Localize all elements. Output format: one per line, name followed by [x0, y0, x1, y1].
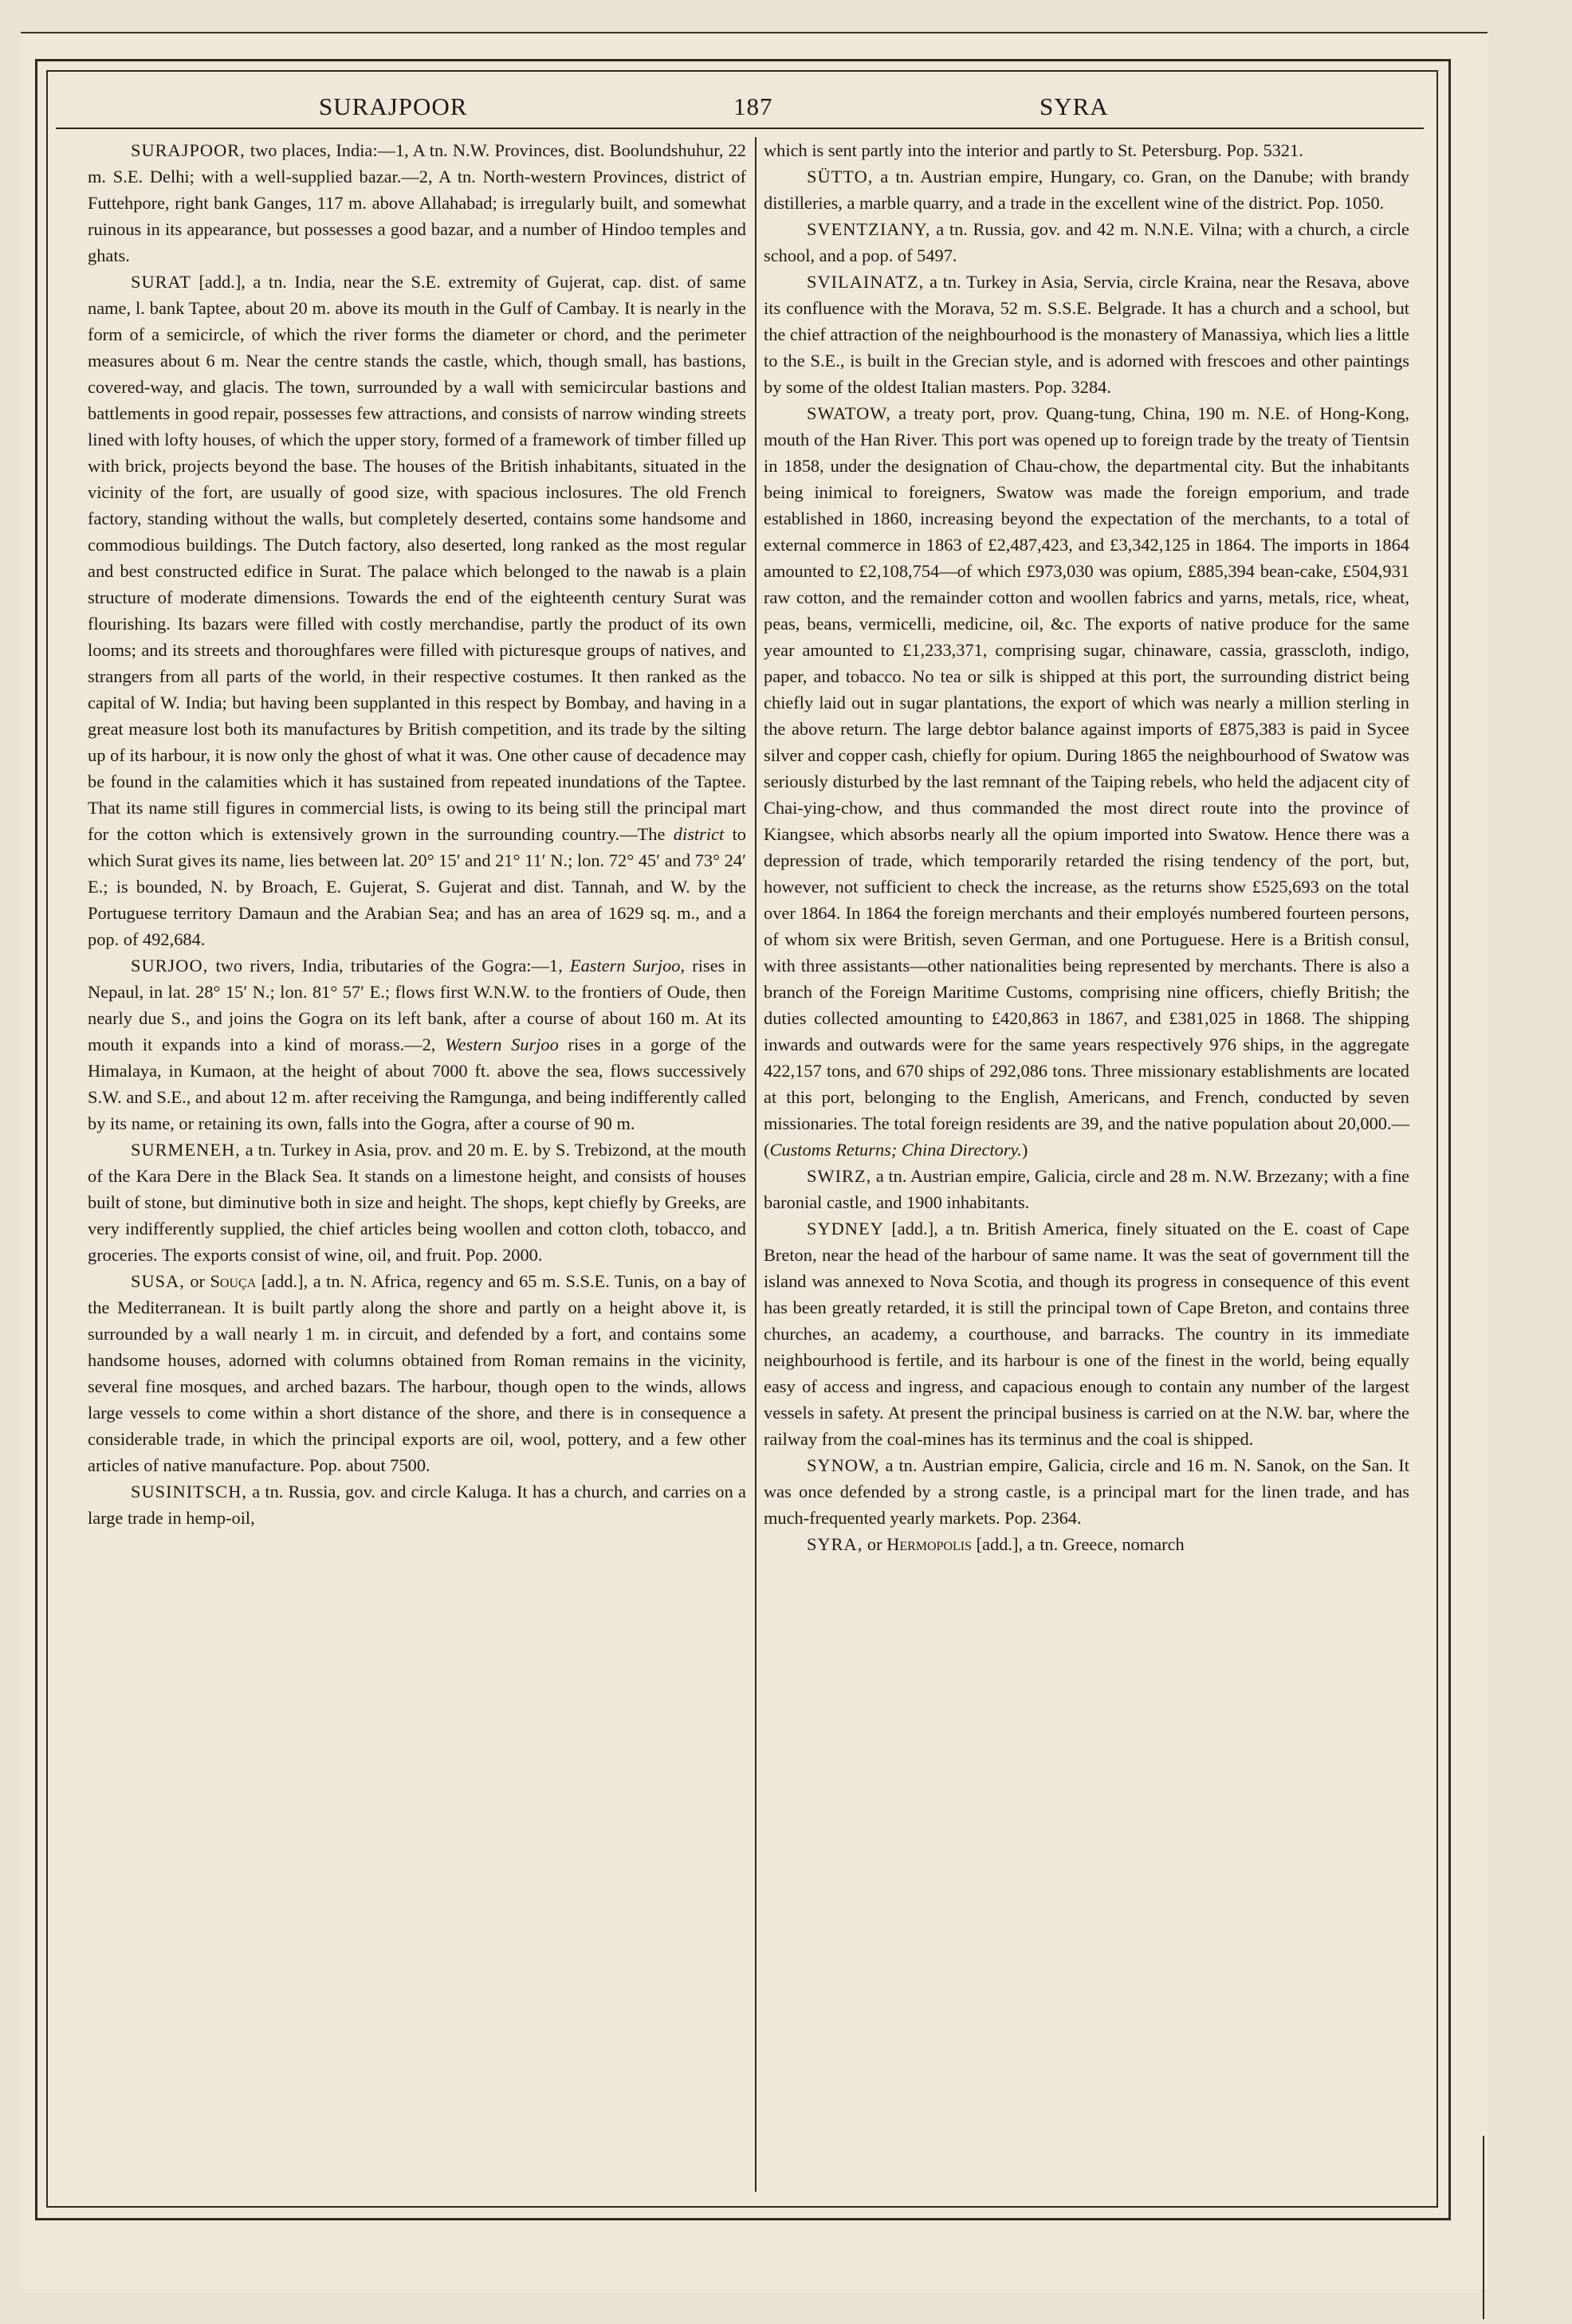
entry-text: a tn. Austrian empire, Hungary, co. Gran, on the Danube; with brandy distilleries, a marble quarry, and a trade in the excellent wine of the district. Pop. 1050.: [764, 167, 1409, 213]
headword: SURJOO,: [131, 956, 209, 976]
entry-surat: [88, 269, 746, 952]
italic-text: district: [673, 824, 725, 844]
headword: SVILAINATZ,: [807, 272, 925, 292]
header-right-word: SYRA: [1039, 92, 1109, 120]
entry-text: a tn. Austrian empire, Galicia, circle and 28 m. N.W. Brzezany; with a fine baronial castle, and 1900 inhabitants.: [764, 1166, 1409, 1212]
headword: SURAT: [131, 272, 191, 292]
small-caps-text: Souça: [210, 1271, 257, 1291]
headword: SUSA,: [131, 1271, 185, 1291]
entry-swatow: [764, 400, 1409, 1163]
entry-text: a tn. Russia, gov. and circle Kaluga. It has a church, and carries on a large trade in hemp-oil,: [88, 1482, 746, 1528]
entry-sydney: [764, 1215, 1409, 1452]
header-left-word: SURAJPOOR: [319, 92, 468, 120]
entry-surmeneh: [88, 1136, 746, 1268]
italic-text: Western Surjoo: [445, 1034, 559, 1054]
entry-text: or: [184, 1271, 210, 1291]
entry-text: two places, India:—1, A tn. N.W. Provinces, dist. Boolundshuhur, 22 m. S.E. Delhi; with a well-supplied bazar.—2, A tn. North-western Provinces, district of Futtehpore, right bank Ganges, 117 m. above Allahabad; is irregularly built, and somewhat ruinous in its appearance, but possesses a good bazar, and a number of Hindoo temples and ghats.: [88, 140, 746, 265]
entry-synow: [764, 1452, 1409, 1531]
entry-surjoo: [88, 952, 746, 1136]
entry-susinitsch: [88, 1478, 746, 1531]
entry-sutto: [764, 163, 1409, 216]
entry-text: which is sent partly into the interior and partly to St. Petersburg. Pop. 5321.: [764, 140, 1303, 160]
entry-svilainatz: [764, 269, 1409, 400]
headword: SURMENEH,: [131, 1140, 241, 1160]
column-divider: [755, 137, 757, 2192]
entry-text: or: [863, 1534, 887, 1554]
entry-text: [add.], a tn. India, near the S.E. extremity of Gujerat, cap. dist. of same name, l. bank Taptee, about 20 m. above its mouth in the Gulf of Cambay. It is nearly in the form of a semicircle, of which the river forms the diameter or chord, and the perimeter measures about 6 m. Near the centre stands the castle, which, though small, has bastions, covered-way, and glacis. The town, surrounded by a wall with semicircular bastions and battlements in good repair, possesses few attractions, and consists of narrow winding streets lined with lofty houses, of which the upper story, formed of a framework of timber filled up with brick, projects beyond the base. The houses of the British inhabitants, situated in the vicinity of the fort, are usually of good size, with spacious inclosures. The old French factory, standing without the walls, but completely deserted, contains some handsome and commodious buildings. The Dutch factory, also deserted, long ranked as the most regular and best constructed edifice in Surat. The palace which belonged to the nawab is a plain structure of moderate dimensions. Towards the end of the eighteenth century Surat was flourishing. Its bazars were filled with costly merchandise, partly the product of its own looms; and its streets and thoroughfares were filled with picturesque groups of natives, and strangers from all parts of the world, in their respective costumes. It then ranked as the capital of W. India; but having been supplanted in this respect by Bombay, and having in a great measure lost both its manufactures by British competition, and its trade by the silting up of its harbour, it is now only the ghost of what it was. One other cause of decadence may be found in the calamities which it has sustained from repeated inundations of the Taptee. That its name still figures in commercial lists, is owing to its being still the principal mart for the cotton which is extensively grown in the surrounding country.—The: [88, 272, 746, 844]
header-rule: [56, 128, 1424, 129]
entry-text: [add.], a tn. British America, finely situated on the E. coast of Cape Breton, near the head of the harbour of same name. It was the seat of government till the island was annexed to Nova Scotia, and though its progress in consequence of this event has been greatly retarded, it is still the principal town of Cape Breton, and contains three churches, an academy, a courthouse, and barracks. The country in its immediate neighbourhood is fertile, and its harbour is one of the finest in the world, being equally easy of access and ingress, and capacious enough to contain any number of the largest vessels in safety. At present the principal business is carried on at the N.W. bar, where the railway from the coal-mines has its terminus and the coal is shipped.: [764, 1219, 1409, 1449]
entry-text: rises in a gorge of the Himalaya, in Kumaon, at the height of about 7000 ft. above the sea, flows successively S.W. and S.E., and about 12 m. after receiving the Ramgunga, and being indifferently called by its name, or retaining its own, falls into the Gogra, after a course of 90 m.: [88, 1034, 746, 1133]
entry-continuation: [764, 137, 1409, 163]
headword: SYNOW,: [807, 1455, 880, 1475]
entry-swirz: [764, 1163, 1409, 1215]
entry-text: a tn. Austrian empire, Galicia, circle and 16 m. N. Sanok, on the San. It was once defended by a strong castle, is a principal mart for the linen trade, and has much-frequented yearly markets. Pop. 2364.: [764, 1455, 1409, 1528]
entry-text: rises in Nepaul, in lat. 28° 15′ N.; lon. 81° 57′ E.; flows first W.N.W. to the frontiers of Oude, then nearly due S., and joins the Gogra on its left bank, after a course of about 160 m. At its mouth it expands into a kind of morass.—2,: [88, 956, 746, 1054]
entry-text: [add.], a tn. Greece, nomarch: [972, 1534, 1185, 1554]
italic-text: Customs Returns; China Directory.: [769, 1140, 1022, 1160]
headword: SWIRZ,: [807, 1166, 872, 1186]
entry-text: a tn. Turkey in Asia, prov. and 20 m. E. by S. Trebizond, at the mouth of the Kara Dere in the Black Sea. It stands on a limestone height, and consists of houses built of stone, but diminutive both in size and height. The shops, kept chiefly by Greeks, are very indifferently supplied, the chief articles being woollen and cotton cloth, tobacco, and groceries. The exports consist of wine, oil, and fruit. Pop. 2000.: [88, 1140, 746, 1265]
entry-sventziany: [764, 216, 1409, 269]
headword: SVENTZIANY,: [807, 219, 931, 239]
headword: SYDNEY: [807, 1219, 884, 1239]
small-caps-text: Hermopolis: [886, 1534, 973, 1554]
entry-surajpoor: [88, 137, 746, 269]
entry-text: two rivers, India, tributaries of the Gogra:—1,: [208, 956, 570, 976]
running-header: [80, 89, 1419, 126]
entry-text: to which Surat gives its name, lies between lat. 20° 15′ and 21° 11′ N.; lon. 72° 45′ and 73° 24′ E.; is bounded, N. by Broach, E. Gujerat, S. Gujerat and dist. Tannah, and W. by the Portuguese territory Damaun and the Arabian Sea; and has an area of 1629 sq. m., and a pop. of 492,684.: [88, 824, 746, 949]
italic-text: Eastern Surjoo,: [569, 956, 686, 976]
headword: SÜTTO,: [807, 167, 874, 186]
entry-text: a tn. Turkey in Asia, Servia, circle Kraina, near the Resava, above its confluence with the Morava, 52 m. S.S.E. Belgrade. It has a church and a school, but the chief attraction of the neighbourhood is the monastery of Manassiya, which lies a little to the S.E., is built in the Grecian style, and is adorned with frescoes and other paintings by some of the oldest Italian masters. Pop. 3284.: [764, 272, 1409, 397]
entry-syra: [764, 1531, 1409, 1557]
headword: SYRA,: [807, 1534, 863, 1554]
headword: SUSINITSCH,: [131, 1482, 247, 1502]
entry-text: [add.], a tn. N. Africa, regency and 65 m. S.S.E. Tunis, on a bay of the Mediterranean. It is built partly along the shore and partly on a height above it, is surrounded by a wall nearly 1 m. in circuit, and defended by a fort, and contains some handsome houses, adorned with columns obtained from Roman remains in the vicinity, several fine mosques, and arched bazars. The harbour, though open to the winds, allows large vessels to come within a short distance of the shore, and there is in consequence a considerable trade, in which the principal exports are oil, wool, pottery, and a few other articles of native manufacture. Pop. about 7500.: [88, 1271, 746, 1475]
right-column: [764, 137, 1409, 1557]
entry-text: ): [1021, 1140, 1028, 1160]
page-number: 187: [733, 92, 773, 120]
page-edge-line: [1483, 2136, 1484, 2319]
entry-text: a tn. Russia, gov. and 42 m. N.N.E. Vilna; with a church, a circle school, and a pop. of 5497.: [764, 219, 1409, 265]
entry-text: a treaty port, prov. Quang-tung, China, 190 m. N.E. of Hong-Kong, mouth of the Han River. This port was opened up to foreign trade by the treaty of Tientsin in 1858, under the designation of Chau-chow, the departmental city. But the inhabitants being inimical to foreigners, Swatow was made the foreign emporium, and trade established in 1860, increasing beyond the expectation of the merchants, to a total of external commerce in 1863 of £2,487,423, and £3,342,125 in 1864. The imports in 1864 amounted to £2,108,754—of which £973,030 was opium, £885,394 bean-cake, £504,931 raw cotton, and the remainder cotton and woollen fabrics and yarns, metals, rice, wheat, peas, beans, vermicelli, medicine, oil, &c. The exports of native produce for the same year amounted to £1,233,371, comprising sugar, chinaware, cassia, grasscloth, indigo, paper, and tobacco. No tea or silk is shipped at this port, the surrounding district being chiefly laid out in sugar plantations, the export of which was nearly a million sterling in the above return. The large debtor balance against imports of £875,383 is paid in Sycee silver and copper cash, chiefly for opium. During 1865 the neighbourhood of Swatow was seriously disturbed by the last remnant of the Taiping rebels, who held the adjacent city of Chai-ying-chow, and thus commanded the most direct route into the province of Kiangsee, which absorbs nearly all the opium imported into Swatow. Hence there was a depression of trade, which temporarily retarded the rising tendency of the port, but, however, not sufficient to check the increase, as the returns show £525,693 on the total over 1864. In 1864 the foreign merchants and their employés numbered fourteen persons, of whom six were British, seven German, and one Portuguese. Here is a British consul, with three assistants—other nationalities being represented by merchants. There is also a branch of the Foreign Maritime Customs, comprising nine officers, chiefly British; the duties collected amounting to £420,863 in 1867, and £381,025 in 1868. The shipping inwards and outwards were for the same years respectively 976 ships, in the aggregate 422,157 tons, and 670 ships of 292,086 tons. Three missionary establishments are located at this port, belonging to the English, Americans, and French, conducted by seven missionaries. The total foreign residents are 39, and the native population about 20,000.—(: [764, 403, 1409, 1160]
headword: SURAJPOOR,: [131, 140, 246, 160]
entry-susa: [88, 1268, 746, 1478]
left-column: [88, 137, 746, 1531]
headword: SWATOW,: [807, 403, 891, 423]
